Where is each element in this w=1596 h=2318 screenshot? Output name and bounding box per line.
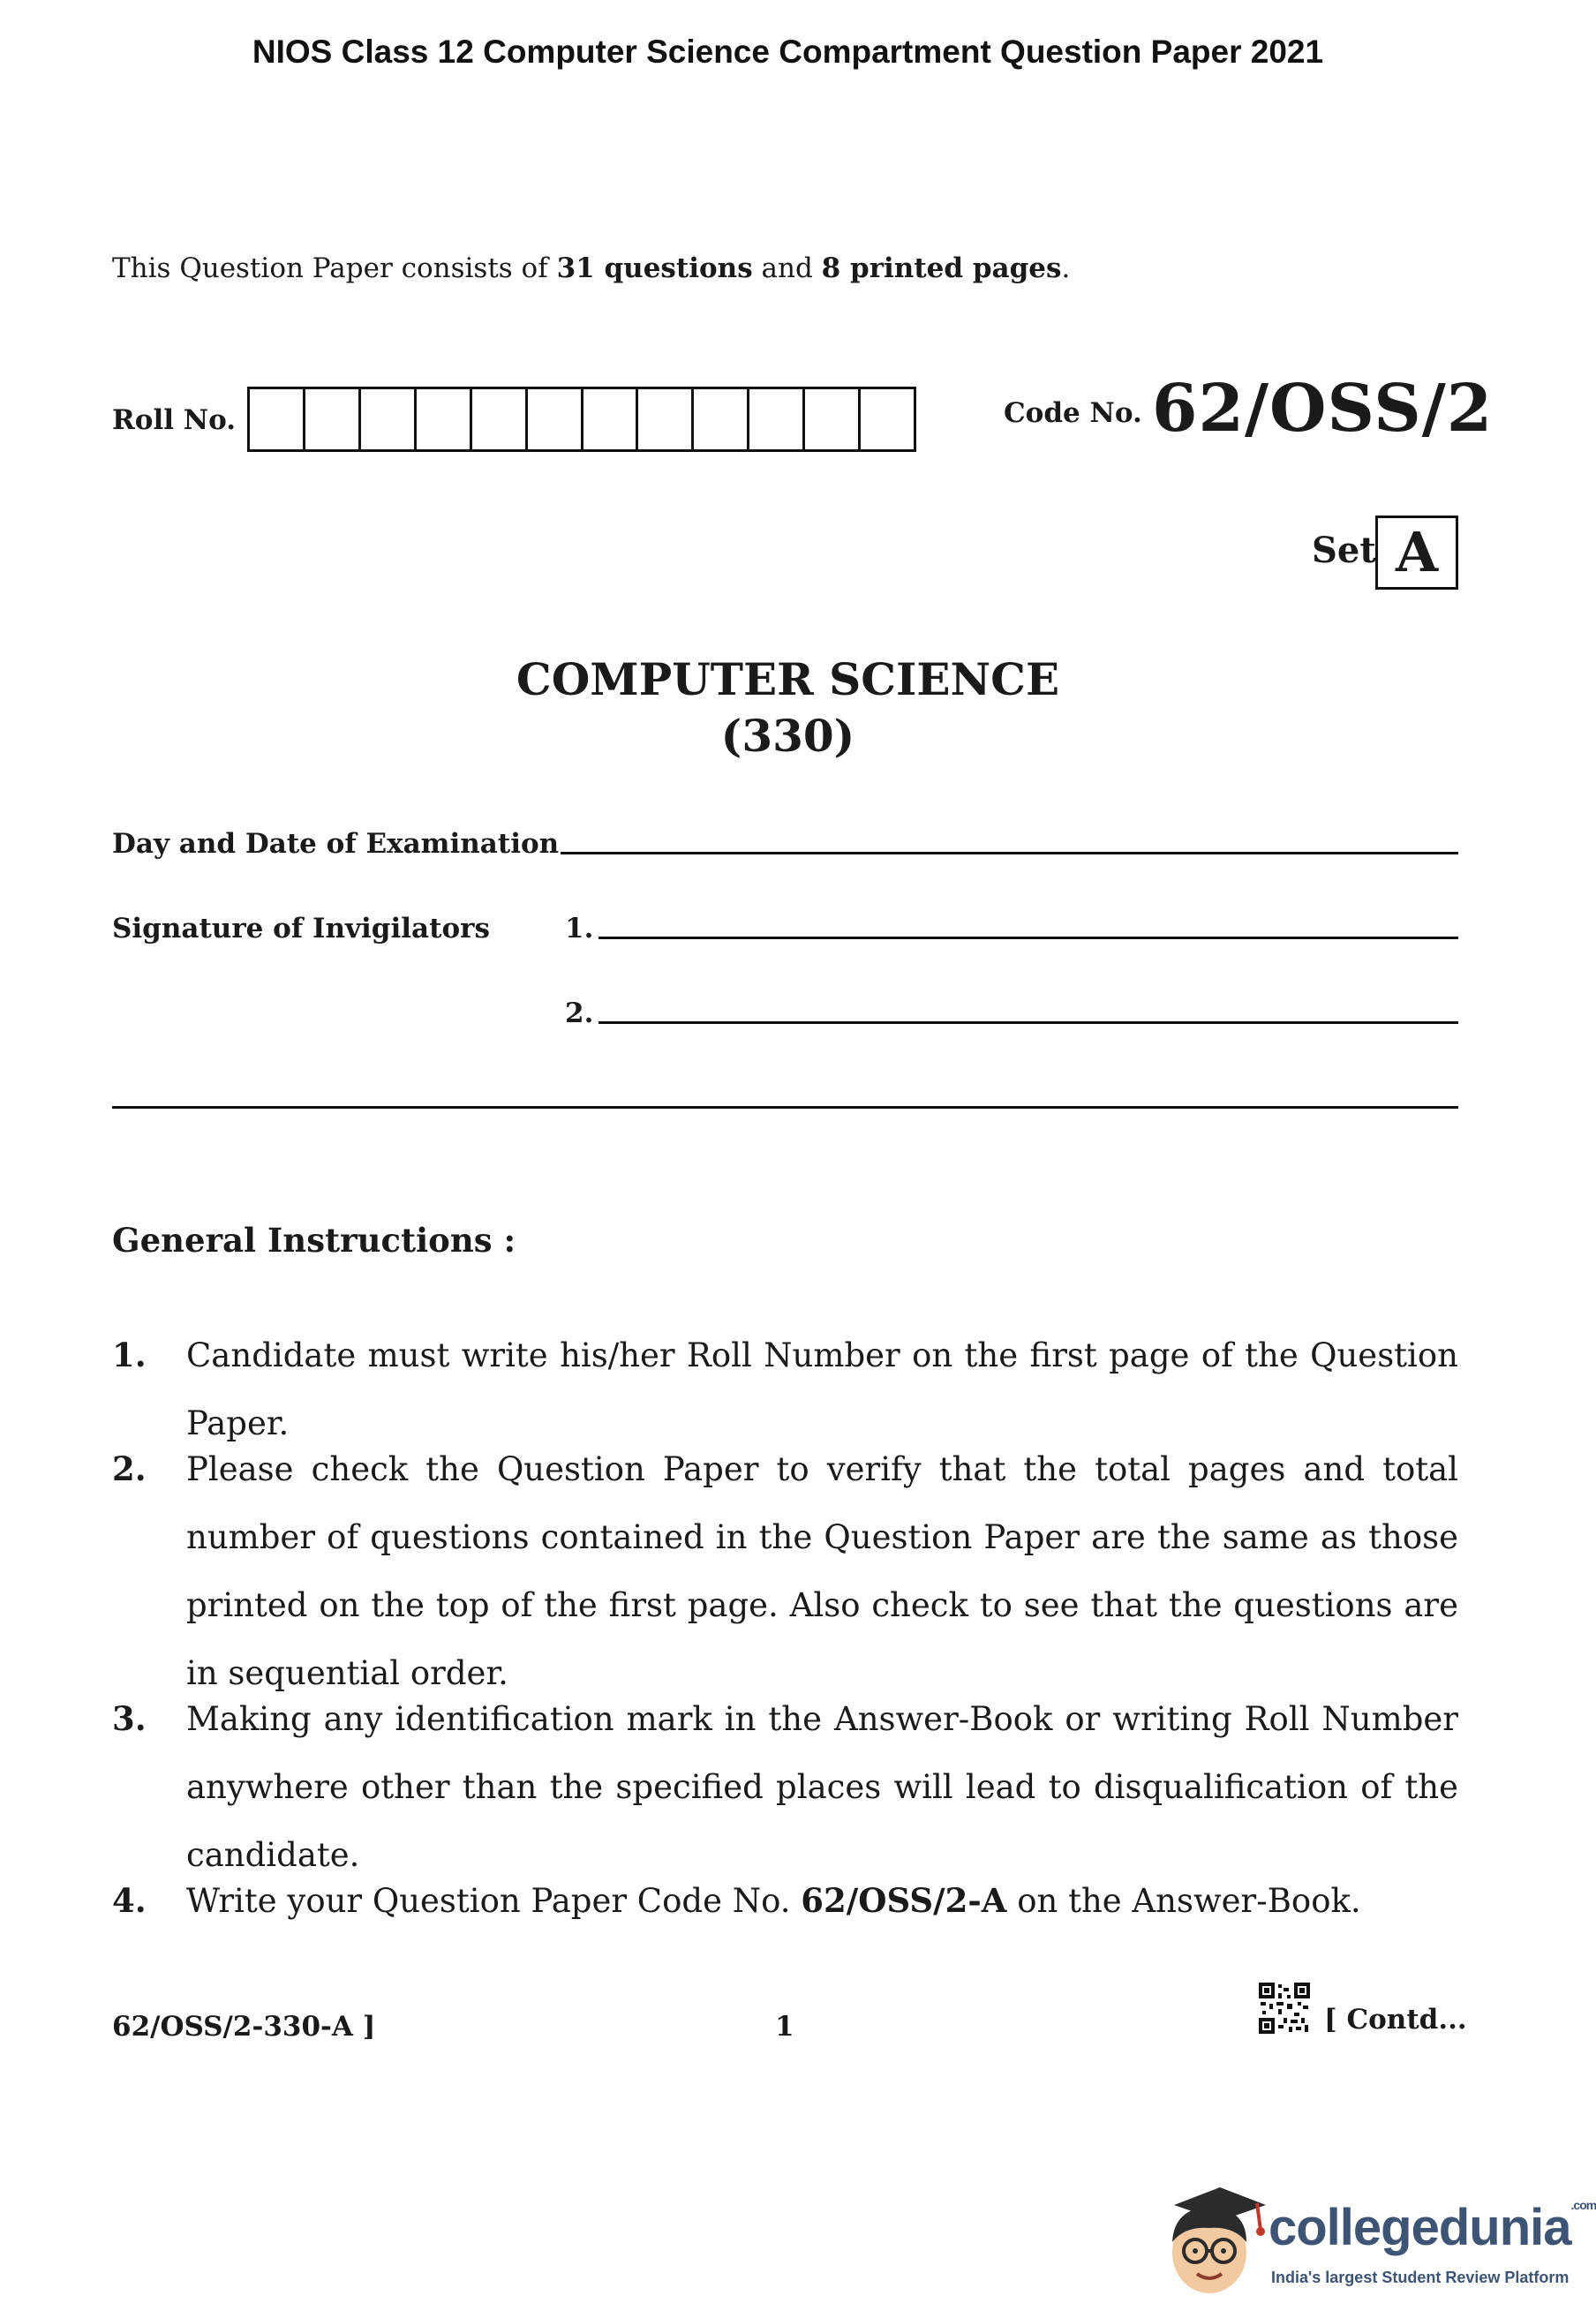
roll-digit-box[interactable] [805,389,861,449]
roll-digit-box[interactable] [861,389,914,449]
page-banner: NIOS Class 12 Computer Science Compartment Question Paper 2021 [252,34,1324,70]
instruction-item [112,1321,1458,1442]
instruction-text: Candidate must write his/her Roll Number on the first page of the Question Paper. [186,1336,1458,1442]
set-value-box: A [1375,516,1458,590]
instruction-text: Please check the Question Paper to verify that the total pages and total number of questions contained in the Question Paper are the same as those printed on the top of the first page. Also check to see that the questions are in sequential order. [186,1450,1458,1692]
instruction-text: Making any identification mark in the Answer-Book or writing Roll Number anywhere other than the specified places will lead to disqualification of the candidate. [186,1700,1458,1874]
roll-digit-box[interactable] [528,389,583,449]
subject-title [0,651,1576,764]
qr-code-icon [1259,1983,1310,2034]
instruction-item [112,1867,1458,1935]
general-instructions-heading: General Instructions : [112,1221,516,1260]
roll-digit-box[interactable] [417,389,472,449]
logo-tagline: India's largest Student Review Platform [1271,2269,1570,2286]
roll-digit-box[interactable] [361,389,417,449]
paper-consists-line: This Question Paper consists of 31 questions and 8 printed pages. [112,252,1071,284]
collegedunia-logo: collegedunia$^{.com}$ [1269,2198,1596,2256]
exam-date-line[interactable] [561,852,1458,854]
code-no-value: 62/OSS/2 [1152,371,1494,447]
instruction-number: 4. [112,1881,147,1920]
roll-digit-box[interactable] [305,389,361,449]
instruction-item [112,1685,1458,1874]
subject-name: COMPUTER SCIENCE [516,653,1060,705]
roll-digit-box[interactable] [638,389,694,449]
instruction-number: 1. [112,1336,147,1374]
invigilator-signature-label: Signature of Invigilators [112,913,490,945]
student-mascot-icon [1148,2164,1280,2306]
roll-digit-box[interactable] [250,389,305,449]
roll-no-label: Roll No. [112,404,237,436]
signature-1-number: 1. [565,913,594,945]
footer-page-number: 1 [775,2011,794,2043]
footer-paper-code: 62/OSS/2-330-A ] [112,2011,376,2043]
subject-code: (330) [720,710,855,762]
signature-2-number: 2. [565,997,594,1029]
footer-contd: [ Contd... [1324,2004,1467,2036]
instruction-number: 2. [112,1449,147,1488]
answer-book-code: 62/OSS/2-A [801,1881,1007,1920]
code-no-label: Code No. [1004,397,1142,429]
signature-1-line[interactable] [598,937,1458,939]
instruction-number: 3. [112,1699,147,1738]
roll-no-boxes[interactable] [247,387,916,452]
exam-date-label: Day and Date of Examination [112,828,560,860]
roll-digit-box[interactable] [472,389,528,449]
roll-digit-box[interactable] [583,389,639,449]
roll-digit-box[interactable] [694,389,749,449]
roll-digit-box[interactable] [749,389,805,449]
instruction-text: Write your Question Paper Code No. 62/OSS/2-A on the Answer-Book. [186,1881,1361,1920]
set-label: Set [1312,530,1376,571]
signature-2-line[interactable] [598,1021,1458,1024]
section-divider [112,1106,1458,1109]
instruction-item [112,1435,1458,1692]
